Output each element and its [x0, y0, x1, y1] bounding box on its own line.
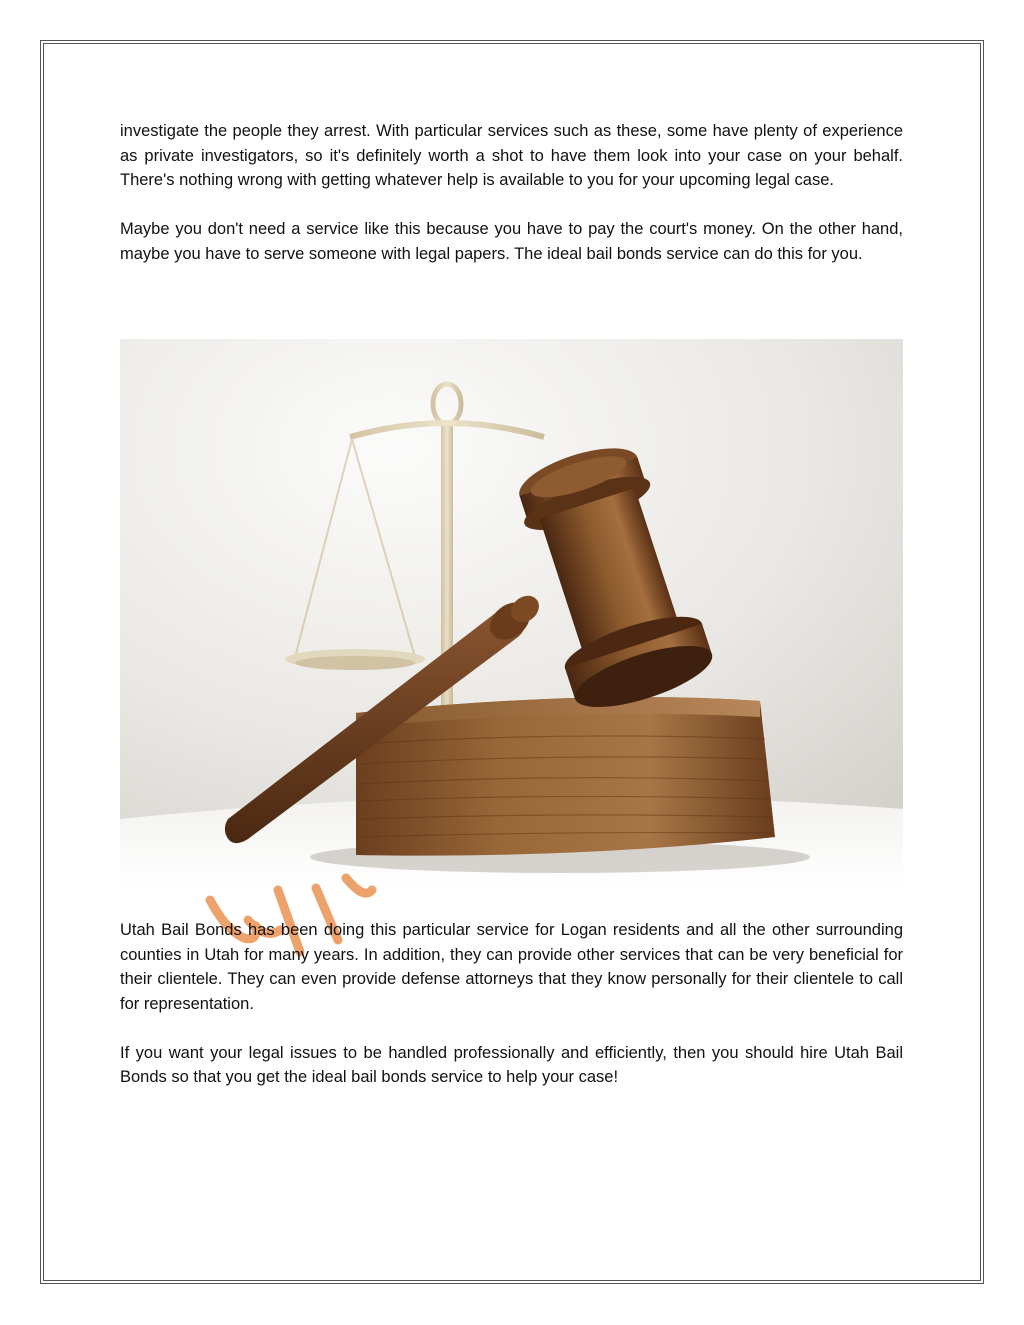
text-block-bottom [120, 918, 903, 1090]
paragraph: If you want your legal issues to be handled professionally and efficiently, then you should hire Utah Bail Bonds so that you get the ideal bail bonds service to help your case! [120, 1043, 903, 1086]
gavel-and-scales-photo [120, 339, 903, 890]
text-block-top [120, 119, 903, 266]
paragraph: Utah Bail Bonds has been doing this particular service for Logan residents and all the other surrounding counties in Utah for many years. In addition, they can provide other services that can be very beneficial for their clientele. They can even provide defense attorneys that they know personally for their clientele to call for representation. [120, 921, 903, 1013]
paragraph: investigate the people they arrest. With particular services such as these, some have plenty of experience as private investigators, so it's definitely worth a shot to have them look into your case on your behalf. There's nothing wrong with getting whatever help is available to you for your upcoming legal case. [120, 122, 903, 189]
paragraph: Maybe you don't need a service like this because you have to pay the court's money. On the other hand, maybe you have to serve someone with legal papers. The ideal bail bonds service can do this for you. [120, 220, 903, 263]
